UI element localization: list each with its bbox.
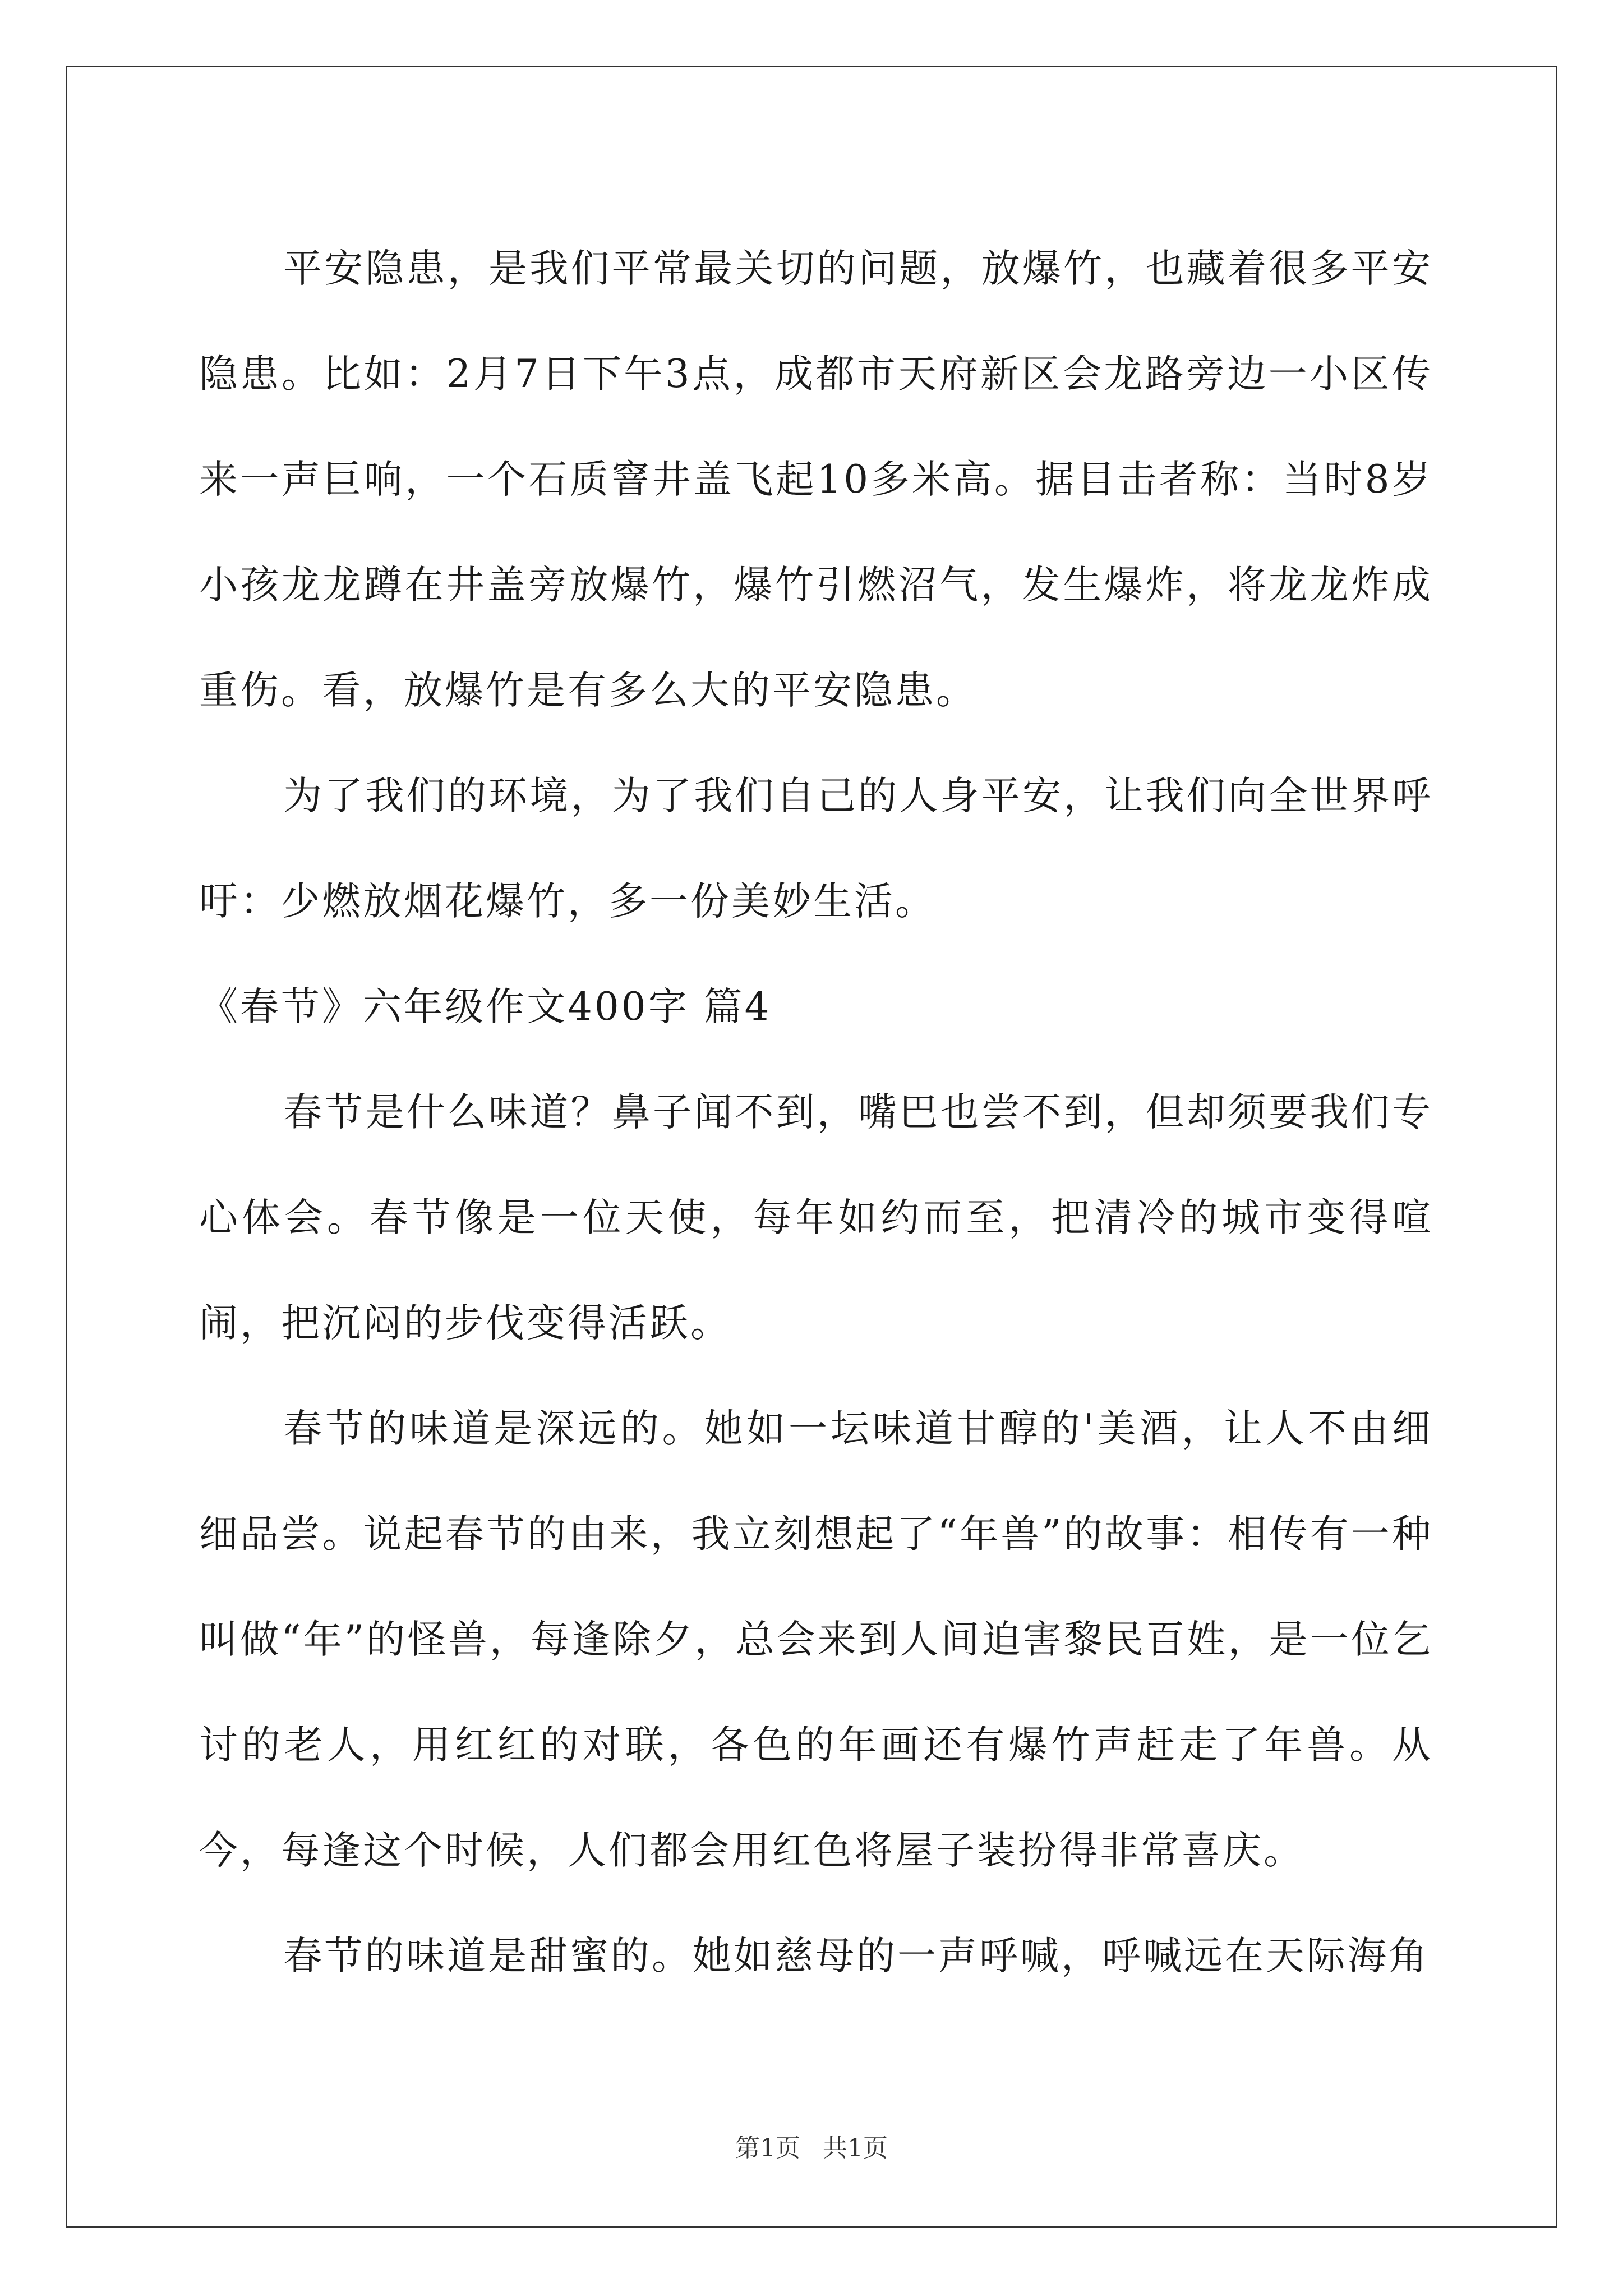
paragraph-spring-festival-taste: 春节是什么味道？鼻子闻不到，嘴巴也尝不到，但却须要我们专心体会。春节像是一位天使，每年如约而至，把清冷的城市变得喧闹，把沉闷的步伐变得活跃。 — [199, 1090, 1433, 1346]
paragraph-appeal: 为了我们的环境，为了我们自己的人身平安，让我们向全世界呼吁：少燃放烟花爆竹，多一份美妙生活。 — [199, 774, 1433, 924]
paragraph-safety-hazard: 平安隐患，是我们平常最关切的问题，放爆竹，也藏着很多平安隐患。比如：2月7日下午3点，成都市天府新区会龙路旁边一小区传来一声巨响，一个石质窨井盖飞起10多米高。据目击者称：当时8岁小孩龙龙蹲在井盖旁放爆竹，爆竹引燃沼气，发生爆炸，将龙龙炸成重伤。看，放爆竹是有多么大的平安隐患。 — [199, 246, 1433, 713]
page-number: 第1页 — [735, 2134, 800, 2162]
paragraph-sweet-taste: 春节的味道是甜蜜的。她如慈母的一声呼喊，呼喊远在天际海角 — [283, 1934, 1430, 1978]
page-total: 共1页 — [823, 2134, 888, 2162]
page-footer — [0, 2132, 1623, 2165]
essay-heading: 《春节》六年级作文400字 篇4 — [199, 984, 772, 1029]
document-body — [199, 216, 1433, 2009]
paragraph-profound-taste: 春节的味道是深远的。她如一坛味道甘醇的'美酒，让人不由细细品尝。说起春节的由来，我立刻想起了“年兽”的故事：相传有一种叫做“年”的怪兽，每逢除夕，总会来到人间迫害黎民百姓，是一位乞讨的老人，用红红的对联，各色的年画还有爆竹声赶走了年兽。从今，每逢这个时候，人们都会用红色将屋子装扮得非常喜庆。 — [199, 1406, 1433, 1873]
